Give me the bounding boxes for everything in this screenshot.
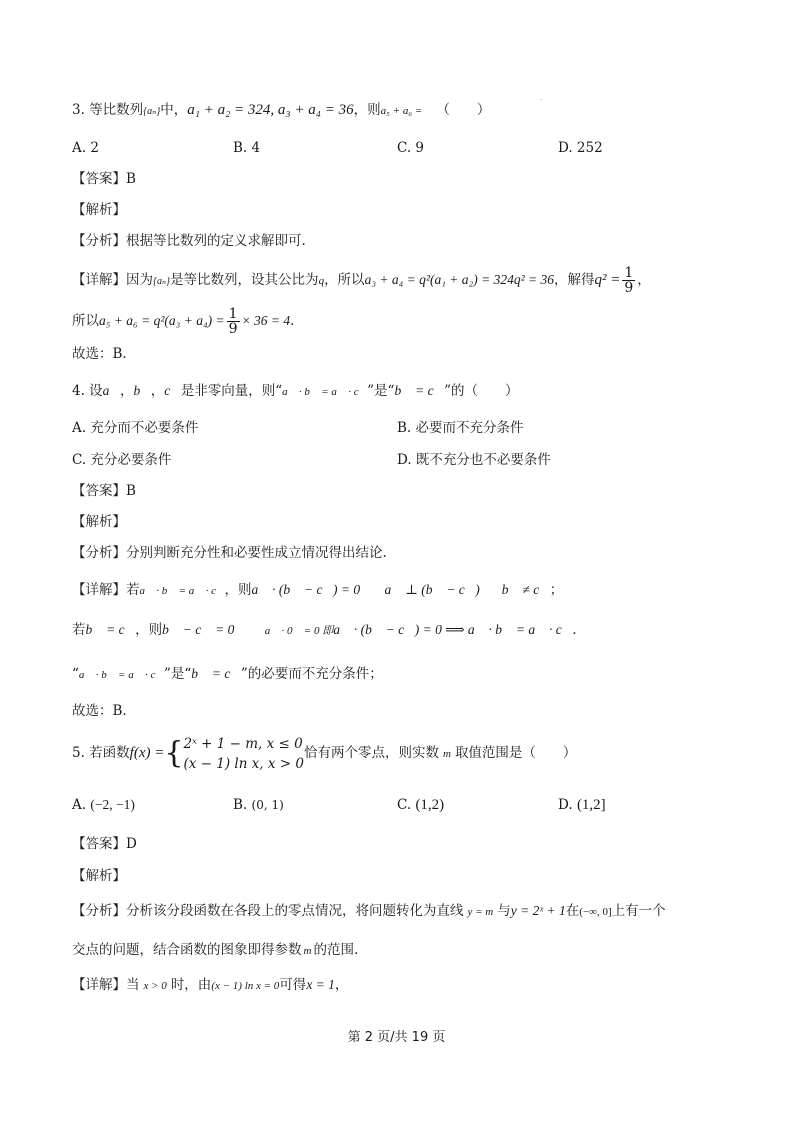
q4-detail-line3: “a⃗ · b⃗ = a⃗ · c⃗”是“b⃗ = c⃗”的必要而不充分条件；	[72, 666, 383, 682]
q3-option-d: D. 252	[558, 140, 603, 156]
q5-detail-line1: 【详解】当 x > 0 时，由(x − 1) ln x = 0可得x = 1，	[72, 977, 349, 993]
q3-conclusion: 故选：B.	[72, 346, 127, 362]
q4-analysis-tag: 【解析】	[72, 514, 126, 530]
q3-detail-line1: 【详解】因为{aₙ}是等比数列，设其公比为q，所以a₃ + a₄ = q²(a₁ + a₂) = 324q² = 36，解得q² = $\frac{1}{9}$ ，	[72, 265, 651, 296]
q4-detail-line1: 【详解】若a⃗ · b⃗ = a⃗ · c⃗，则a⃗ · (b⃗ − c⃗) = 0，∴ a⃗ ⊥ (b⃗ − c⃗) b⃗ ≠ c⃗；	[72, 582, 564, 598]
q4-stem: 4. 设a⃗，b⃗，c⃗是非零向量，则“a⃗ · b⃗ = a⃗ · c⃗”是“b⃗ = c⃗”的（ ）	[72, 383, 519, 399]
page-footer: 第 2 页/共 19 页	[347, 1030, 446, 1045]
q5-option-a: A. (−2, −1)	[72, 797, 135, 813]
q5-fenxi-line2: 交点的问题，结合函数的图象即得参数 m 的范围.	[72, 942, 359, 958]
q3-option-c: C. 9	[397, 140, 425, 156]
q3-detail-line2: 所以a₅ + a₆ = q²(a₃ + a₄) = $\frac{1}{9}$ × 36 = 4.	[72, 306, 295, 337]
q3-fenxi: 【分析】根据等比数列的定义求解即可.	[72, 233, 306, 249]
q5-fenxi-line1: 【分析】分析该分段函数在各段上的零点情况，将问题转化为直线 y = m 与y = 2ˣ + 1在(−∞, 0]上有一个	[72, 903, 666, 919]
q4-fenxi: 【分析】分别判断充分性和必要性成立情况得出结论.	[72, 545, 387, 561]
q3-option-b: B. 4	[233, 140, 261, 156]
q4-option-c: C. 充分必要条件	[72, 452, 172, 468]
q4-option-b: B. 必要而不充分条件	[397, 420, 524, 436]
q3-analysis-tag: 【解析】	[72, 202, 126, 218]
q5-brace: {	[164, 735, 184, 771]
q4-answer: 【答案】B	[72, 483, 136, 499]
q5-option-d: D. (1,2]	[558, 797, 606, 813]
q5-piecewise: 2ˣ + 1 − m, x ≤ 0 (x − 1) ln x, x > 0	[183, 735, 304, 772]
q5-option-c: C. (1,2)	[397, 797, 445, 813]
q3-fraction-1: $\frac{1}{9}$	[624, 265, 634, 296]
q3-answer: 【答案】B	[72, 171, 136, 187]
q3-fraction-2: $\frac{1}{9}$	[228, 306, 238, 337]
q4-option-d: D. 既不充分也不必要条件	[397, 452, 551, 468]
q5-stem: 5. 若函数f(x) ={ 2ˣ + 1 − m, x ≤ 0 (x − 1) ln x, x > 0 恰有两个零点，则实数 m 取值范围是（ ）	[72, 735, 577, 772]
q4-option-a: A. 充分而不必要条件	[72, 420, 199, 436]
q4-detail-line2: 若b⃗ = c⃗，则b⃗ − c⃗ = 0⃗，∴ a⃗ · 0⃗ = 0 即a⃗ · (b⃗ − c⃗) = 0 ⟹ a⃗ · b⃗ = a⃗ · c⃗.	[72, 622, 577, 638]
q3-stem: 3. 等比数列{aₙ}中，a₁ + a₂ = 324, a₃ + a₄ = 36，则a₅ + a₆ = （ ）	[72, 102, 491, 118]
q5-option-b: B. (0, 1)	[233, 797, 284, 813]
q5-analysis-tag: 【解析】	[72, 868, 126, 884]
q3-option-a: A. 2	[72, 140, 99, 156]
q4-conclusion: 故选：B.	[72, 703, 127, 719]
corner-mark: ·	[540, 96, 543, 104]
q5-answer: 【答案】D	[72, 836, 137, 852]
